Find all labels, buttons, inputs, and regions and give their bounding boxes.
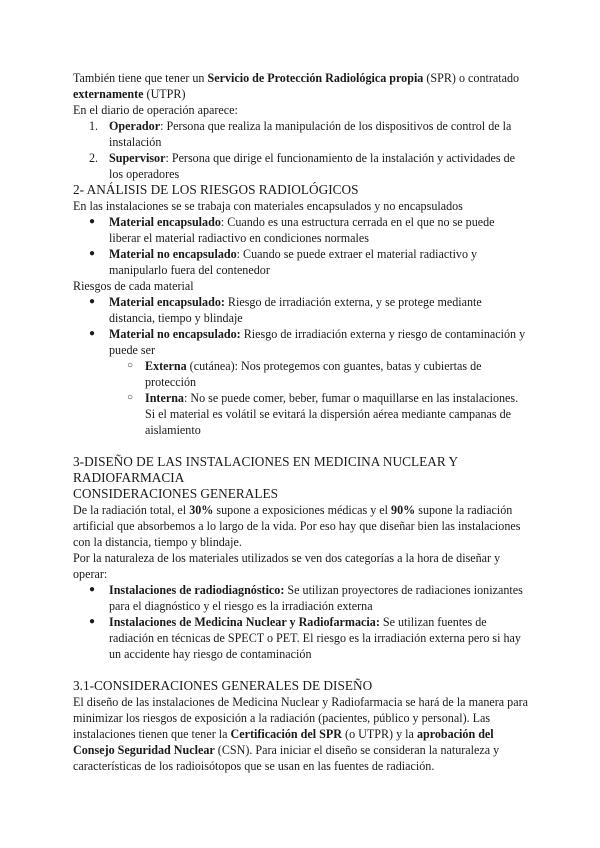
text: (cutánea): Nos protegemos con guantes, batas y cubiertas de protección [145,359,482,389]
paragraph-radiacion [73,502,529,550]
bold-text: externamente [73,87,144,101]
bullet-icon: ● [89,296,96,307]
bold-text: Material no encapsulado: [109,327,241,341]
text: : Persona que dirige el funcionamiento de la instalación y actividades de los operadores [109,151,516,181]
text: También tiene que tener un [73,71,208,85]
roles-list [73,118,529,182]
paragraph-materiales: En las instalaciones se se trabaja con materiales encapsulados y no encapsulados [73,199,463,213]
document-page [73,70,529,774]
paragraph-spr [73,70,529,102]
text: De la radiación total, el [73,503,190,517]
heading-consideraciones: CONSIDERACIONES GENERALES [73,486,278,501]
text: (CSN). Para iniciar el diseño se consideran la naturaleza y características de los radioisótopos que se usan en las fuentes de radiación. [73,743,500,773]
text: (UTPR) [143,87,186,101]
text: (SPR) o contratado [423,71,520,85]
bold-text: 30% [189,503,214,517]
sub-list-item [73,358,529,390]
paragraph-riesgos: Riesgos de cada material [73,279,194,293]
bold-text: 90% [391,503,416,517]
bullet-icon: ● [89,248,96,259]
bold-text: Supervisor [109,151,166,165]
bold-text: Material no encapsulado [109,247,237,261]
text: (o UTPR) y la [342,727,417,741]
circle-bullet-icon: ○ [127,360,134,371]
paragraph-diario: En el diario de operación aparece: [73,103,238,117]
list-number: 1. [89,119,99,133]
bold-text: Instalaciones de radiodiagnóstico: [109,583,285,597]
list-item [73,614,529,662]
paragraph-diseno [73,694,529,774]
text: Se utilizan fuentes de radiación en técnicas de SPECT o PET. El riesgo es la irradiación externa pero si hay un accidente hay riesgo de contaminación [109,615,521,661]
text: : No se puede comer, beber, fumar o maquillarse en las instalaciones. Si el material es volátil se evitará la dispersión aérea mediante campanas de aislamiento [145,391,519,437]
bullet-icon: ● [89,216,96,227]
text: supone la radiación artificial que absorbemos a lo largo de la vida. Por eso hay que diseñar bien las instalaciones con la distancia, tiempo y blindaje. [73,503,521,549]
bold-text: Instalaciones de Medicina Nuclear y Radiofarmacia: [109,615,380,629]
paragraph-categorias: Por la naturaleza de los materiales utilizados se ven dos categorías a la hora de diseñar y operar: [73,551,501,581]
risks-list [73,294,529,438]
categories-list [73,582,529,662]
bullet-icon: ● [89,584,96,595]
bold-text: aprobación del Consejo Seguridad Nuclear [73,727,494,757]
bold-text: Interna [145,391,184,405]
list-number: 2. [89,151,99,165]
text: El diseño de las instalaciones de Medicina Nuclear y Radiofarmacia se hará de la manera para minimizar los riesgos de exposición a la radiación (pacientes, público y personal). Las instalaciones tienen que tener la [73,695,528,741]
list-item-operador [73,118,529,150]
list-item [73,246,529,278]
bold-text: Material encapsulado [109,215,221,229]
circle-bullet-icon: ○ [127,392,134,403]
bold-text: Certificación del SPR [230,727,343,741]
bold-text: Material encapsulado: [109,295,225,309]
bold-text: Externa [145,359,187,373]
list-item-supervisor [73,150,529,182]
bold-text: Servicio de Protección Radiológica propia [207,71,424,85]
text: : Cuando es una estructura cerrada en el que no se puede liberar el material radiactivo en condiciones normales [109,215,495,245]
heading-consideraciones-diseno: 3.1-CONSIDERACIONES GENERALES DE DISEÑO [73,678,373,693]
heading-analisis: 2- ANÁLISIS DE LOS RIESGOS RADIOLÓGICOS [73,182,359,197]
spacer [73,662,529,678]
spacer [73,438,529,454]
text: Se utilizan proyectores de radiaciones ionizantes para el diagnóstico y el riesgo es la irradiación externa [109,583,523,613]
bold-text: Operador [109,119,161,133]
list-item [73,326,529,358]
text: Riesgo de irradiación externa y riesgo de contaminación y puede ser [109,327,526,357]
list-item [73,214,529,246]
bullet-icon: ● [89,328,96,339]
list-item [73,294,529,326]
text: : Persona que realiza la manipulación de los dispositivos de control de la instalación [109,119,512,149]
sub-list-item [73,390,529,438]
text: : Cuando se puede extraer el material radiactivo y manipularlo fuera del contenedor [109,247,478,277]
bullet-icon: ● [89,616,96,627]
materials-list [73,214,529,278]
heading-diseno: 3-DISEÑO DE LAS INSTALACIONES EN MEDICINA NUCLEAR Y RADIOFARMACIA [73,454,458,485]
text: supone a exposiciones médicas y el [213,503,392,517]
list-item [73,582,529,614]
text: Riesgo de irradiación externa, y se protege mediante distancia, tiempo y blindaje [109,295,482,325]
